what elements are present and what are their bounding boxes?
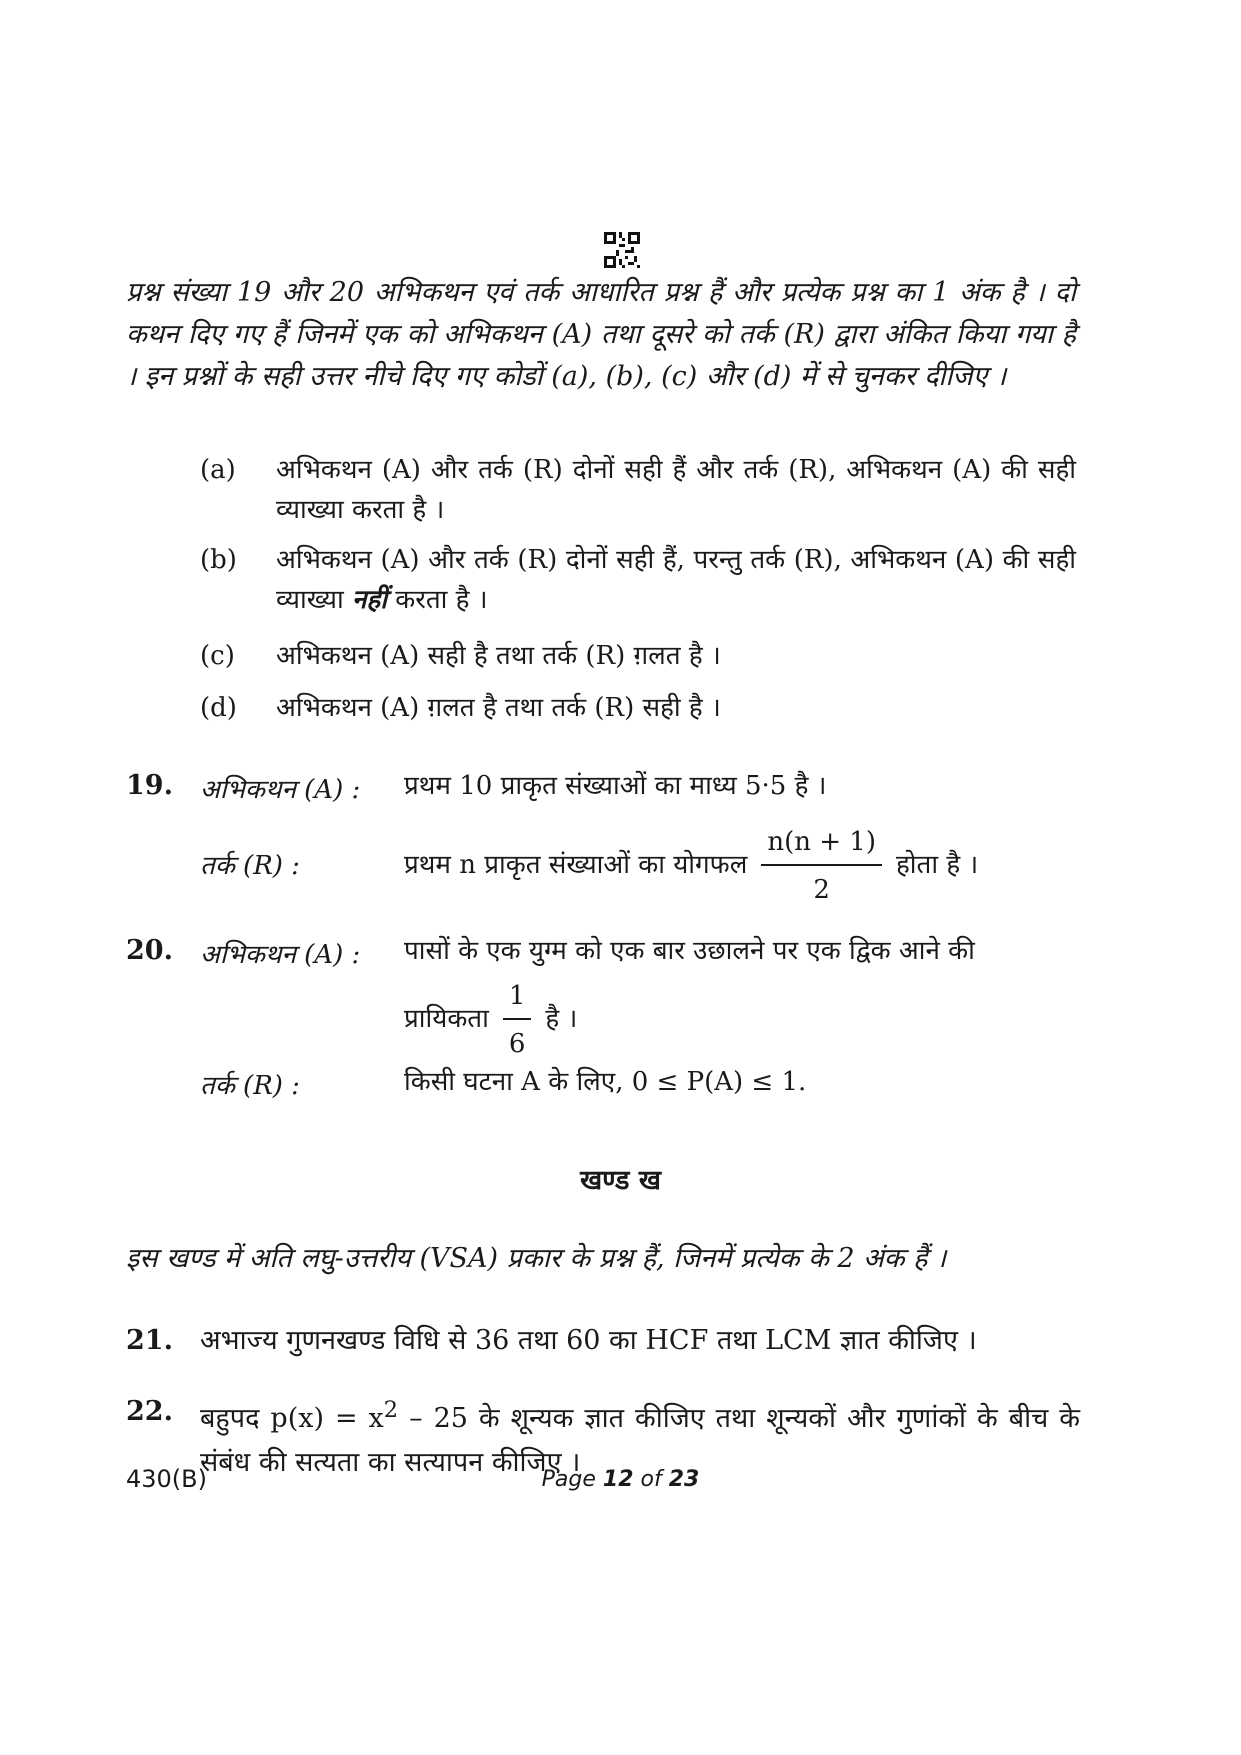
assertion-tag: अभिकथन (A) : bbox=[200, 940, 361, 970]
reason-text-part: होता है । bbox=[895, 850, 979, 880]
fraction-denominator: 2 bbox=[813, 875, 830, 905]
question-text: अभाज्य गुणनखण्ड विधि से 36 तथा 60 का HCF तथा LCM ज्ञात कीजिए । bbox=[200, 1325, 977, 1356]
qr-code-icon bbox=[604, 232, 640, 268]
fraction-numerator: 1 bbox=[503, 976, 532, 1020]
option-label: (b) bbox=[200, 545, 237, 575]
option-label: (a) bbox=[200, 455, 236, 485]
page-mid: of bbox=[633, 1467, 669, 1492]
fraction bbox=[503, 976, 532, 1064]
option-text: अभिकथन (A) सही है तथा तर्क (R) ग़लत है । bbox=[276, 641, 721, 671]
section-title: खण्ड ख bbox=[580, 1165, 661, 1196]
option-text-part: करता है । bbox=[386, 585, 488, 615]
assertion-tag: अभिकथन (A) : bbox=[200, 775, 361, 805]
option-text: अभिकथन (A) और तर्क (R) दोनों सही हैं और तर्क (R), अभिकथन (A) की सही व्याख्या करता है । bbox=[276, 455, 1076, 525]
question-number: 19. bbox=[126, 770, 173, 801]
section-note: इस खण्ड में अति लघु-उत्तरीय (VSA) प्रकार के प्रश्न हैं, जिनमें प्रत्येक के 2 अंक हैं । bbox=[126, 1243, 947, 1274]
option-label: (d) bbox=[200, 693, 237, 723]
reason-text bbox=[404, 822, 978, 910]
instructions-text: प्रश्न संख्या 19 और 20 अभिकथन एवं तर्क आधारित प्रश्न हैं और प्रत्येक प्रश्न का 1 अंक है । दो कथन दिए गए हैं जिनमें एक को अभिकथन (A) तथा दूसरे को तर्क (R) द्वारा अंकित किया गया है । इन प्रश्नों के सही उत्तर नीचे दिए गए कोडों (a), (b), (c) और (d) में से चुनकर दीजिए । bbox=[126, 277, 1076, 392]
reason-text-part: प्रथम n प्राकृत संख्याओं का योगफल bbox=[404, 850, 748, 880]
option-text-part: अभिकथन (A) और तर्क (R) दोनों सही हैं, परन्तु तर्क (R), अभिकथन (A) की सही व्याख्या bbox=[276, 545, 1076, 615]
fraction-denominator: 6 bbox=[508, 1029, 526, 1059]
reason-text: किसी घटना A के लिए, 0 ≤ P(A) ≤ 1. bbox=[404, 1067, 807, 1097]
option-text bbox=[276, 540, 1076, 620]
option-text: अभिकथन (A) ग़लत है तथा तर्क (R) सही है । bbox=[276, 693, 721, 723]
fraction bbox=[761, 822, 882, 910]
question-number: 21. bbox=[126, 1325, 173, 1356]
question-number: 22. bbox=[126, 1396, 173, 1427]
question-number: 20. bbox=[126, 935, 173, 966]
option-label: (c) bbox=[200, 641, 235, 671]
reason-tag: तर्क (R) : bbox=[200, 851, 300, 881]
page-number bbox=[0, 1467, 1241, 1492]
page-total: 23 bbox=[668, 1467, 700, 1492]
fraction-numerator: n(n + 1) bbox=[761, 822, 882, 866]
page-prefix: Page bbox=[541, 1467, 603, 1492]
paper-code: 430(B) bbox=[126, 1465, 207, 1493]
assertion-text: प्रथम 10 प्राकृत संख्याओं का माध्य 5·5 है । bbox=[404, 771, 827, 801]
reason-tag: तर्क (R) : bbox=[200, 1071, 300, 1101]
page-current: 12 bbox=[602, 1467, 634, 1492]
assertion-text-part: प्रायिकता bbox=[404, 1004, 489, 1034]
superscript: 2 bbox=[383, 1397, 399, 1423]
option-emphasis: नहीं bbox=[352, 585, 387, 615]
question-text-part: – 25 के शून्यक ज्ञात कीजिए तथा शून्यकों और गुणांकों के बीच के संबंध की सत्यता का सत्यापन कीजिए । bbox=[200, 1403, 1081, 1478]
assertion-text-part: है । bbox=[545, 1004, 578, 1034]
question-text-part: बहुपद p(x) = x bbox=[200, 1403, 384, 1434]
assertion-text: पासों के एक युग्म को एक बार उछालने पर एक द्विक आने की bbox=[404, 936, 975, 966]
assertion-text bbox=[404, 976, 577, 1064]
